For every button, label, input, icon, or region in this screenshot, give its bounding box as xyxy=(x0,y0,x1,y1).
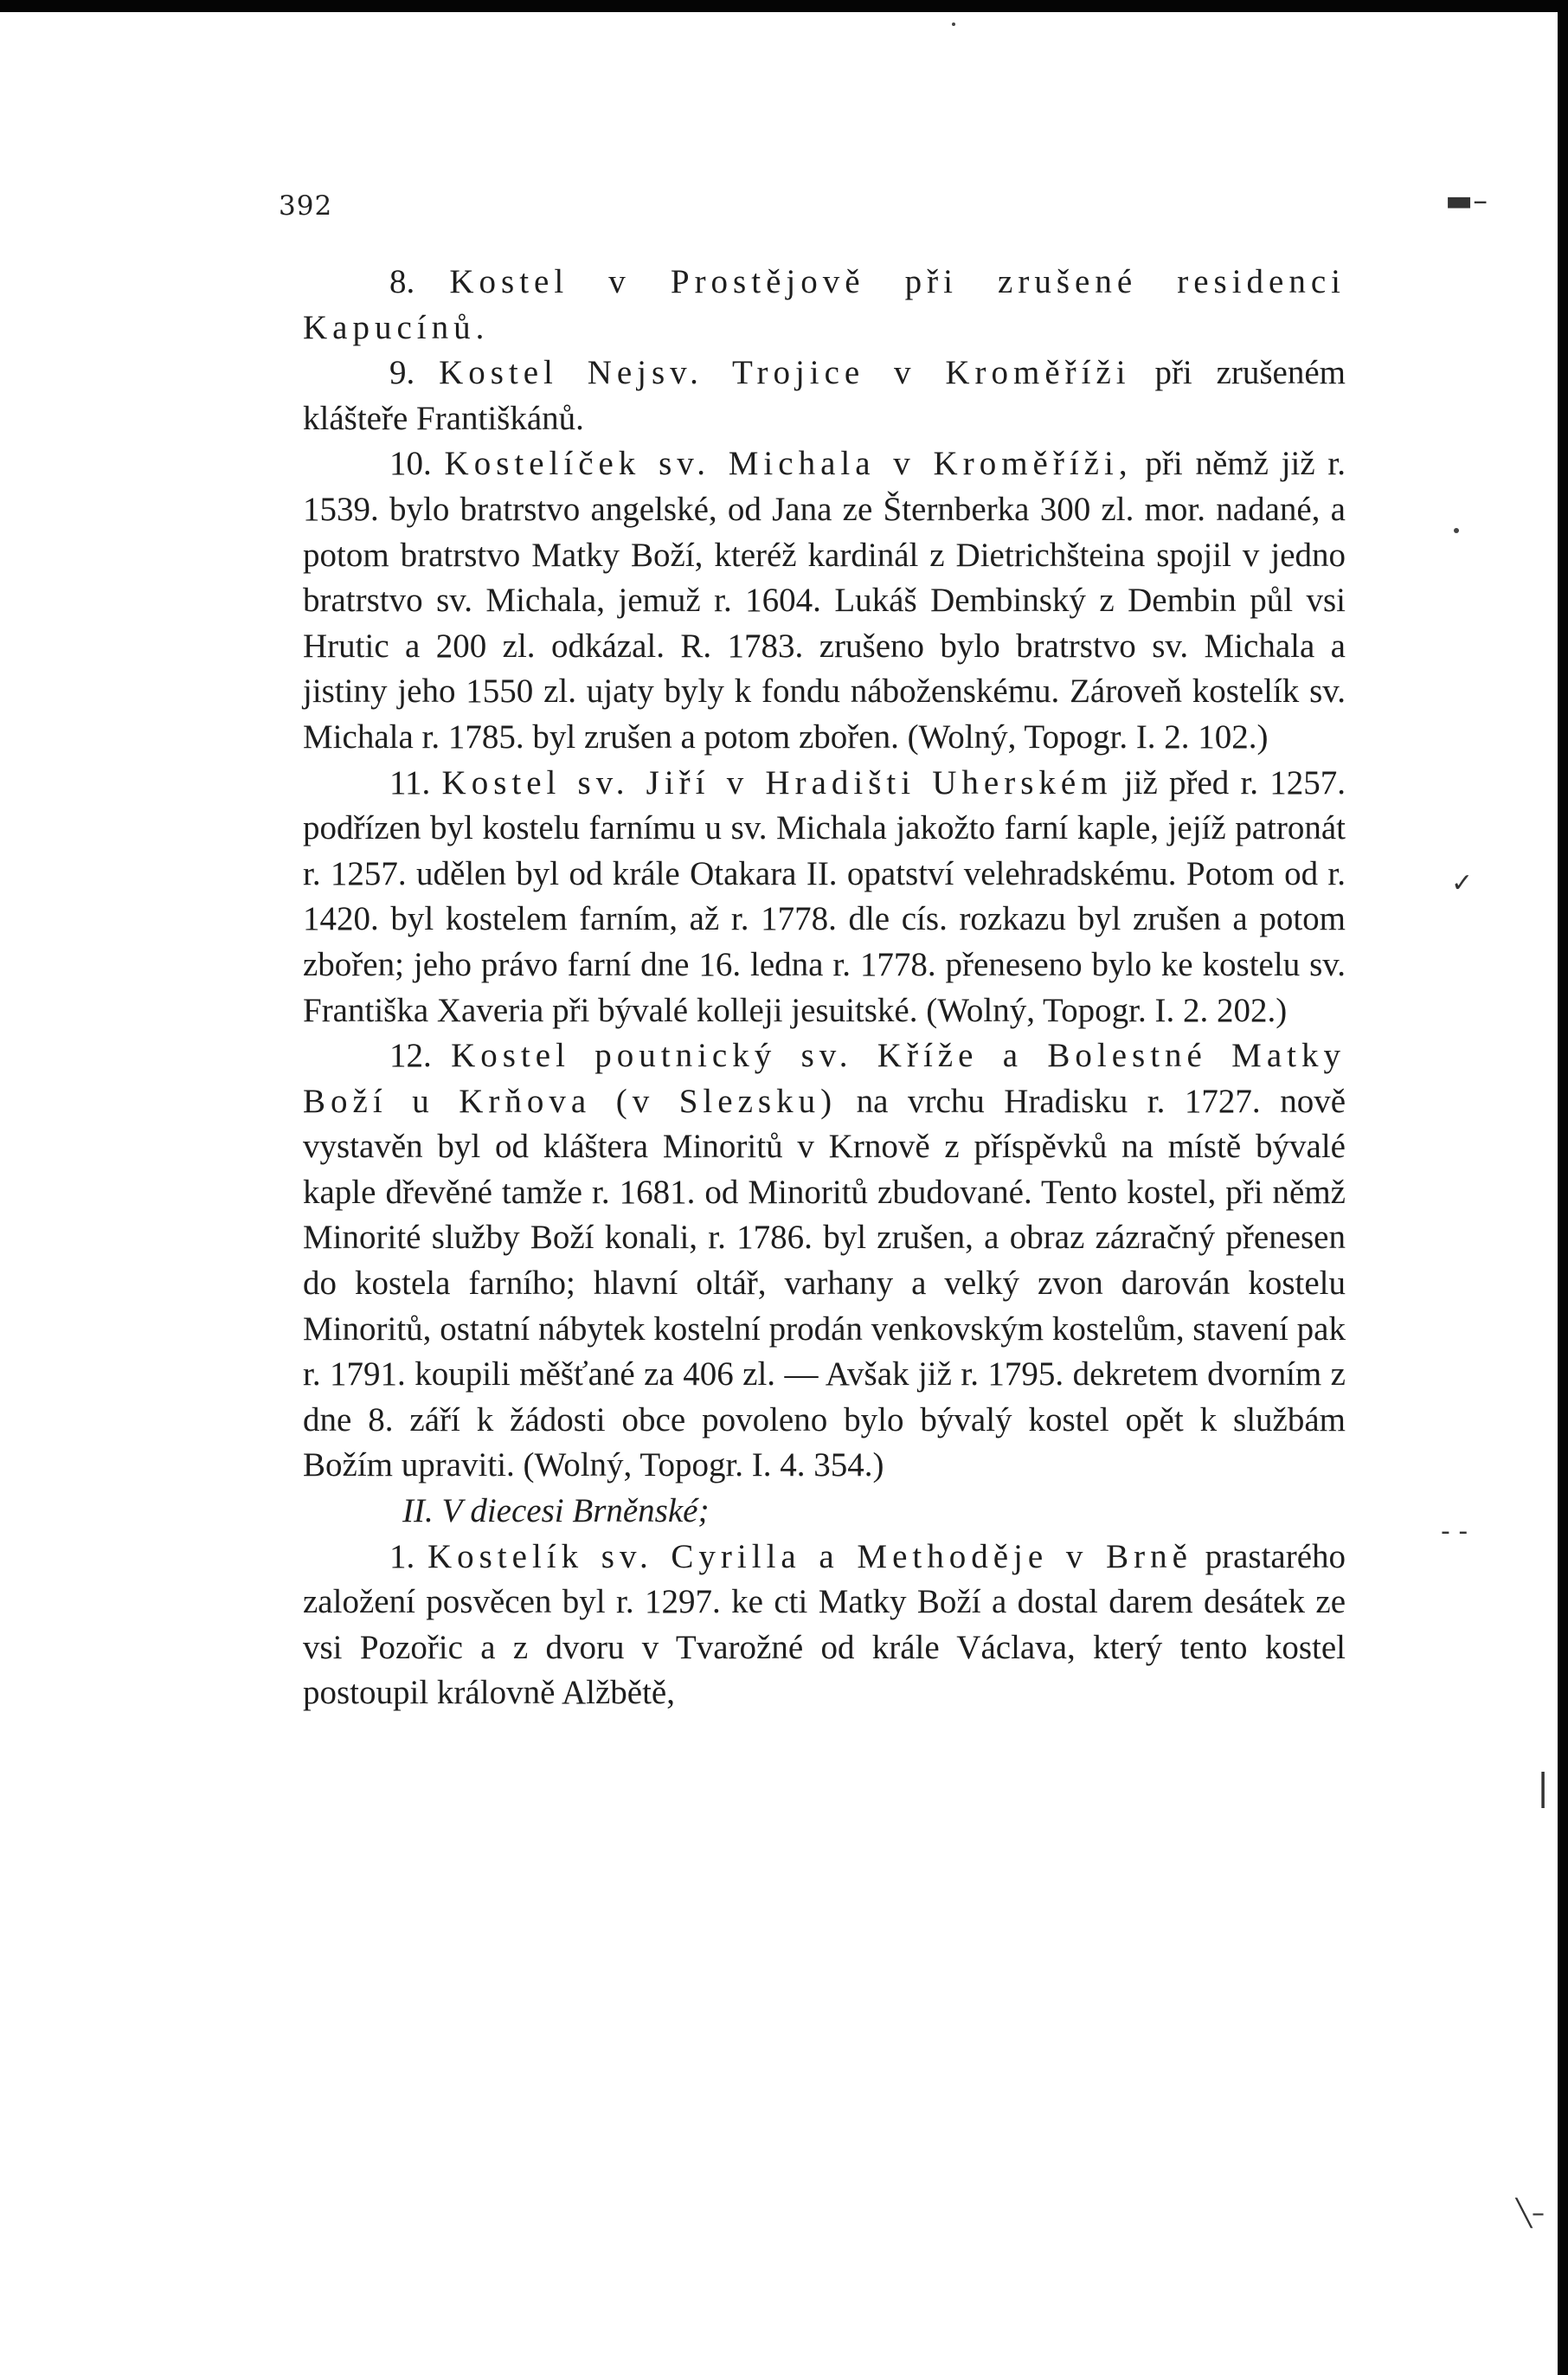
margin-dash-icon: - - xyxy=(1441,1516,1468,1547)
scan-border-right xyxy=(1558,0,1568,2375)
margin-bar-icon: | xyxy=(1537,1766,1550,1808)
church-name: Kostel sv. Jiří v Hradišti Uherském xyxy=(441,763,1113,801)
paragraph-body: již před r. 1257. podřízen byl kostelu farnímu u sv. Michala jakožto farní kaple, jejíž patronát r. 1257. udělen byl od krále Otakara II. opatství velehradskému. Potom od r. 1420. byl kostelem farním, až r. 1778. dle cís. rozkazu byl zrušen a potom zbořen; jeho právo farní dne 16. ledna r. 1778. přeneseno bylo ke kostelu sv. Františka Xaveria při bývalé kolleji jesuitské. (Wolný, Topogr. I. 2. 202.) xyxy=(303,763,1346,1029)
margin-tick-icon: ✓ xyxy=(1451,868,1474,898)
paragraph-number: 1. xyxy=(389,1537,415,1575)
paragraph-number: 11. xyxy=(389,763,431,801)
paragraph-10 xyxy=(303,441,1346,760)
church-name: Kostelík sv. Cyrilla a Methoděje v Brně xyxy=(427,1537,1192,1575)
margin-dash-icon: ╲– xyxy=(1516,2198,1546,2229)
paragraph-body: na vrchu Hradisku r. 1727. nově vystavěn byl od kláštera Minoritů v Krnově z příspěvků na místě bývalé kaple dřevěné tamže r. 1681. od Minoritů zbudované. Tento kostel, při němž Minorité služby Boží konali, r. 1786. byl zrušen, a obraz zázračný přenesen do kostela farního; hlavní oltář, varhany a velký zvon darován kostelu Minoritů, ostatní nábytek kostelní prodán venkovským kostelům, stavení pak r. 1791. koupili měšťané za 406 zl. — Avšak již r. 1795. dekretem dvorním z dne 8. září k žádosti obce povoleno bylo bývalý kostel opět k službám Božím upraviti. (Wolný, Topogr. I. 4. 354.) xyxy=(303,1082,1346,1484)
paragraph-11 xyxy=(303,761,1346,1034)
scan-border-top xyxy=(0,0,1568,12)
section-heading: II. V diecesi Brněnské; xyxy=(402,1492,710,1530)
paragraph-brno-1 xyxy=(303,1535,1346,1716)
paragraph-number: 8. xyxy=(389,263,415,300)
paragraph-body: prastarého založení posvěcen byl r. 1297. ke cti Matky Boží a dostal darem desátek ze vsi Pozořic a z dvoru v Tvarožné od krále Václava, který tento kostel postoupil královně Alžbětě, xyxy=(303,1537,1346,1712)
margin-dash-icon: ▬– xyxy=(1445,183,1488,218)
church-name: Kostel poutnický sv. Kříže a Bolestné Matky Boží u Krňova (v Slezsku) xyxy=(303,1037,1346,1120)
church-name: Kostel v Prostějově při zrušené residenci Kapucínů. xyxy=(303,263,1346,346)
paragraph-body: při němž již r. 1539. bylo bratrstvo angelské, od Jana ze Šternberka 300 zl. mor. nadané, a potom bratrstvo Matky Boží, kteréž kardinál z Dietrichšteina spojil v jedno bratrstvo sv. Michala, jemuž r. 1604. Lukáš Dembinský z Dembin půl vsi Hrutic a 200 zl. odkázal. R. 1783. zrušeno bylo bratrstvo sv. Michala a jistiny jeho 1550 zl. ujaty byly k fondu náboženskému. Zároveň kostelík sv. Michala r. 1785. byl zrušen a potom zbořen. (Wolný, Topogr. I. 2. 102.) xyxy=(303,445,1346,756)
paragraph-12 xyxy=(303,1033,1346,1489)
paragraph-9 xyxy=(303,351,1346,441)
speck-icon xyxy=(952,23,955,26)
page-text xyxy=(303,260,1346,1716)
paragraph-8 xyxy=(303,260,1346,351)
church-name: Kostel Nejsv. Trojice v Kroměříži xyxy=(439,354,1131,392)
page-number: 392 xyxy=(279,190,333,222)
paragraph-number: 9. xyxy=(389,354,415,392)
paragraph-number: 12. xyxy=(389,1037,432,1075)
paragraph-body: při zrušeném klášteře Františkánů. xyxy=(303,354,1346,437)
church-name: Kostelíček sv. Michala v Kroměříži, xyxy=(444,445,1133,483)
speck-icon xyxy=(1454,528,1459,533)
paragraph-number: 10. xyxy=(389,445,432,483)
